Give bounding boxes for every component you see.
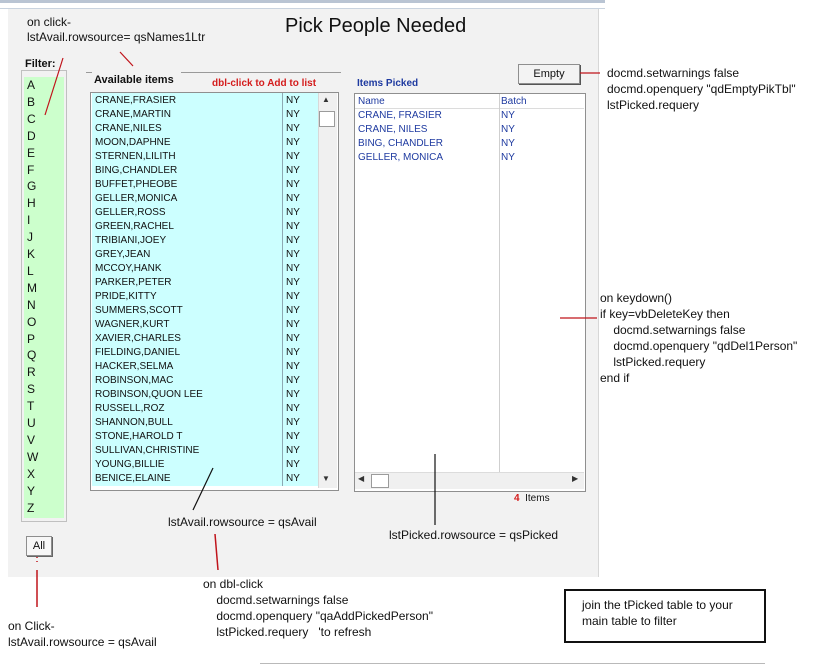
available-row-name: YOUNG,BILLIE — [95, 459, 165, 470]
picked-row-batch: NY — [501, 110, 515, 121]
available-row-state: NY — [286, 431, 300, 442]
filter-letter-u[interactable]: U — [27, 416, 36, 430]
note-join: join the tPicked table to your main table to filter — [582, 598, 733, 628]
available-row-name: FIELDING,DANIEL — [95, 347, 181, 358]
filter-letter-f[interactable]: F — [27, 162, 35, 177]
picked-count-label: Items — [525, 493, 550, 504]
available-row-name: SUMMERS,SCOTT — [95, 305, 183, 316]
available-row-state: NY — [286, 277, 300, 288]
picked-column-name: Name — [358, 96, 385, 107]
available-row-name: GREEN,RACHEL — [95, 221, 174, 232]
available-row-name: HACKER,SELMA — [95, 361, 174, 372]
filter-letter-k[interactable]: K — [27, 247, 36, 261]
available-row-state: NY — [286, 235, 300, 246]
available-row-state: NY — [286, 347, 300, 358]
available-row-name: ROBINSON,MAC — [95, 375, 174, 386]
available-row-state: NY — [286, 165, 300, 176]
available-row-state: NY — [286, 459, 300, 470]
scroll-up-icon[interactable]: ▲ — [322, 95, 330, 104]
filter-label: Filter: — [25, 58, 56, 70]
picked-column-batch: Batch — [501, 96, 527, 107]
filter-letter-l[interactable]: L — [27, 263, 34, 278]
available-row-state: NY — [286, 221, 300, 232]
note-dblclick: on dbl-click docmd.setwarnings false docmd.openquery "qaAddPickedPerson" lstPicked.requery 'to refresh — [203, 577, 433, 639]
available-row-state: NY — [286, 389, 300, 400]
available-row-name: RUSSELL,ROZ — [95, 403, 165, 414]
red-pointer-letter-2 — [120, 52, 133, 66]
available-row-state: NY — [286, 109, 300, 120]
available-row-name: CRANE,MARTIN — [95, 109, 171, 120]
available-row-name: CRANE,FRASIER — [95, 95, 177, 106]
scroll-down-icon[interactable]: ▼ — [322, 474, 330, 483]
filter-letter-n[interactable]: N — [27, 297, 36, 312]
filter-letter-h[interactable]: H — [27, 196, 36, 211]
note-all-click: on Click- lstAvail.rowsource = qsAvail — [8, 619, 157, 649]
note-keydown: on keydown() if key=vbDeleteKey then docmd.setwarnings false docmd.openquery "qdDel1Person" lstPicked.requery end if — [600, 291, 798, 385]
available-row-state: NY — [286, 305, 300, 316]
available-row-name: GREY,JEAN — [95, 249, 151, 260]
available-row-name: WAGNER,KURT — [95, 319, 170, 330]
available-row-state: NY — [286, 123, 300, 134]
available-row-name: TRIBIANI,JOEY — [95, 235, 167, 246]
filter-letter-v[interactable]: V — [27, 432, 36, 447]
filter-letter-a[interactable]: A — [27, 78, 36, 92]
available-row-name: MCCOY,HANK — [95, 263, 162, 274]
picked-row-batch: NY — [501, 152, 515, 163]
available-row-name: GELLER,ROSS — [95, 207, 166, 218]
available-row-state: NY — [286, 417, 300, 428]
filter-letter-g[interactable]: G — [27, 179, 37, 194]
picked-row-name: CRANE, FRASIER — [358, 110, 442, 121]
note-picked-rowsource: lstPicked.rowsource = qsPicked — [389, 528, 559, 542]
filter-letter-m[interactable]: M — [27, 280, 37, 295]
filter-letter-y[interactable]: Y — [27, 483, 36, 498]
available-row-name: BENICE,ELAINE — [95, 473, 171, 484]
available-row-state: NY — [286, 445, 300, 456]
available-row-name: XAVIER,CHARLES — [95, 333, 181, 344]
available-row-state: NY — [286, 263, 300, 274]
note-empty-click: docmd.setwarnings false docmd.openquery "qdEmptyPikTbl" lstPicked.requery — [607, 66, 796, 112]
available-row-state: NY — [286, 193, 300, 204]
available-row-name: ROBINSON,QUON LEE — [95, 389, 203, 400]
filter-letter-i[interactable]: I — [27, 213, 31, 228]
filter-letter-c[interactable]: C — [27, 111, 36, 126]
available-row-name: PARKER,PETER — [95, 277, 172, 288]
form-title: Pick People Needed — [285, 15, 467, 37]
filter-letter-b[interactable]: B — [27, 94, 36, 109]
filter-letter-z[interactable]: Z — [27, 500, 35, 515]
available-row-name: SHANNON,BULL — [95, 417, 173, 428]
filter-letter-p[interactable]: P — [27, 331, 36, 346]
red-pointer-dblclick — [215, 534, 218, 570]
filter-letter-x[interactable]: X — [27, 466, 36, 481]
available-row-name: MOON,DAPHNE — [95, 137, 171, 148]
scroll-left-icon[interactable]: ◀ — [358, 474, 365, 483]
available-row-state: NY — [286, 179, 300, 190]
available-row-name: BUFFET,PHEOBE — [95, 179, 178, 190]
filter-letter-r[interactable]: R — [27, 365, 36, 380]
items-picked-header: Items Picked — [357, 78, 419, 89]
note-available-rowsource: lstAvail.rowsource = qsAvail — [168, 515, 317, 529]
picked-row-name: BING, CHANDLER — [358, 138, 444, 149]
available-row-name: STERNEN,LILITH — [95, 151, 176, 162]
all-button[interactable]: All — [26, 536, 52, 556]
available-items-header: Available items — [94, 74, 174, 86]
picked-row-name: GELLER, MONICA — [358, 152, 444, 163]
available-row-state: NY — [286, 473, 300, 484]
available-row-state: NY — [286, 291, 300, 302]
red-pointer-letter — [45, 58, 63, 115]
available-row-state: NY — [286, 151, 300, 162]
picked-row-batch: NY — [501, 124, 515, 135]
picked-row-name: CRANE, NILES — [358, 124, 428, 135]
available-row-name: PRIDE,KITTY — [95, 291, 157, 302]
available-row-state: NY — [286, 137, 300, 148]
available-row-state: NY — [286, 375, 300, 386]
black-pointer-available — [193, 468, 213, 510]
available-row-state: NY — [286, 249, 300, 260]
available-row-state: NY — [286, 333, 300, 344]
available-row-state: NY — [286, 95, 300, 106]
picked-row-batch: NY — [501, 138, 515, 149]
available-row-name: CRANE,NILES — [95, 123, 162, 134]
note-letter-click: on click- lstAvail.rowsource= qsNames1Ltr — [27, 15, 206, 44]
available-row-name: GELLER,MONICA — [95, 193, 178, 204]
filter-letter-e[interactable]: E — [27, 145, 36, 160]
empty-button[interactable]: Empty — [518, 64, 580, 84]
available-row-name: BING,CHANDLER — [95, 165, 178, 176]
picked-count-number: 4 — [514, 493, 520, 504]
filter-letter-t[interactable]: T — [27, 399, 35, 414]
filter-letter-q[interactable]: Q — [27, 348, 37, 363]
available-row-state: NY — [286, 207, 300, 218]
filter-letter-w[interactable]: W — [27, 449, 39, 464]
filter-letter-j[interactable]: J — [27, 230, 33, 245]
bottom-divider — [260, 663, 765, 664]
available-row-state: NY — [286, 361, 300, 372]
filter-letter-s[interactable]: S — [27, 382, 36, 397]
available-row-state: NY — [286, 319, 300, 330]
filter-letter-o[interactable]: O — [27, 314, 37, 329]
dblclick-hint: dbl-click to Add to list — [212, 78, 317, 89]
available-row-name: STONE,HAROLD T — [95, 431, 183, 442]
available-row-state: NY — [286, 403, 300, 414]
available-row-name: SULLIVAN,CHRISTINE — [95, 445, 200, 456]
filter-letter-d[interactable]: D — [27, 128, 36, 143]
scroll-right-icon[interactable]: ▶ — [572, 474, 579, 483]
